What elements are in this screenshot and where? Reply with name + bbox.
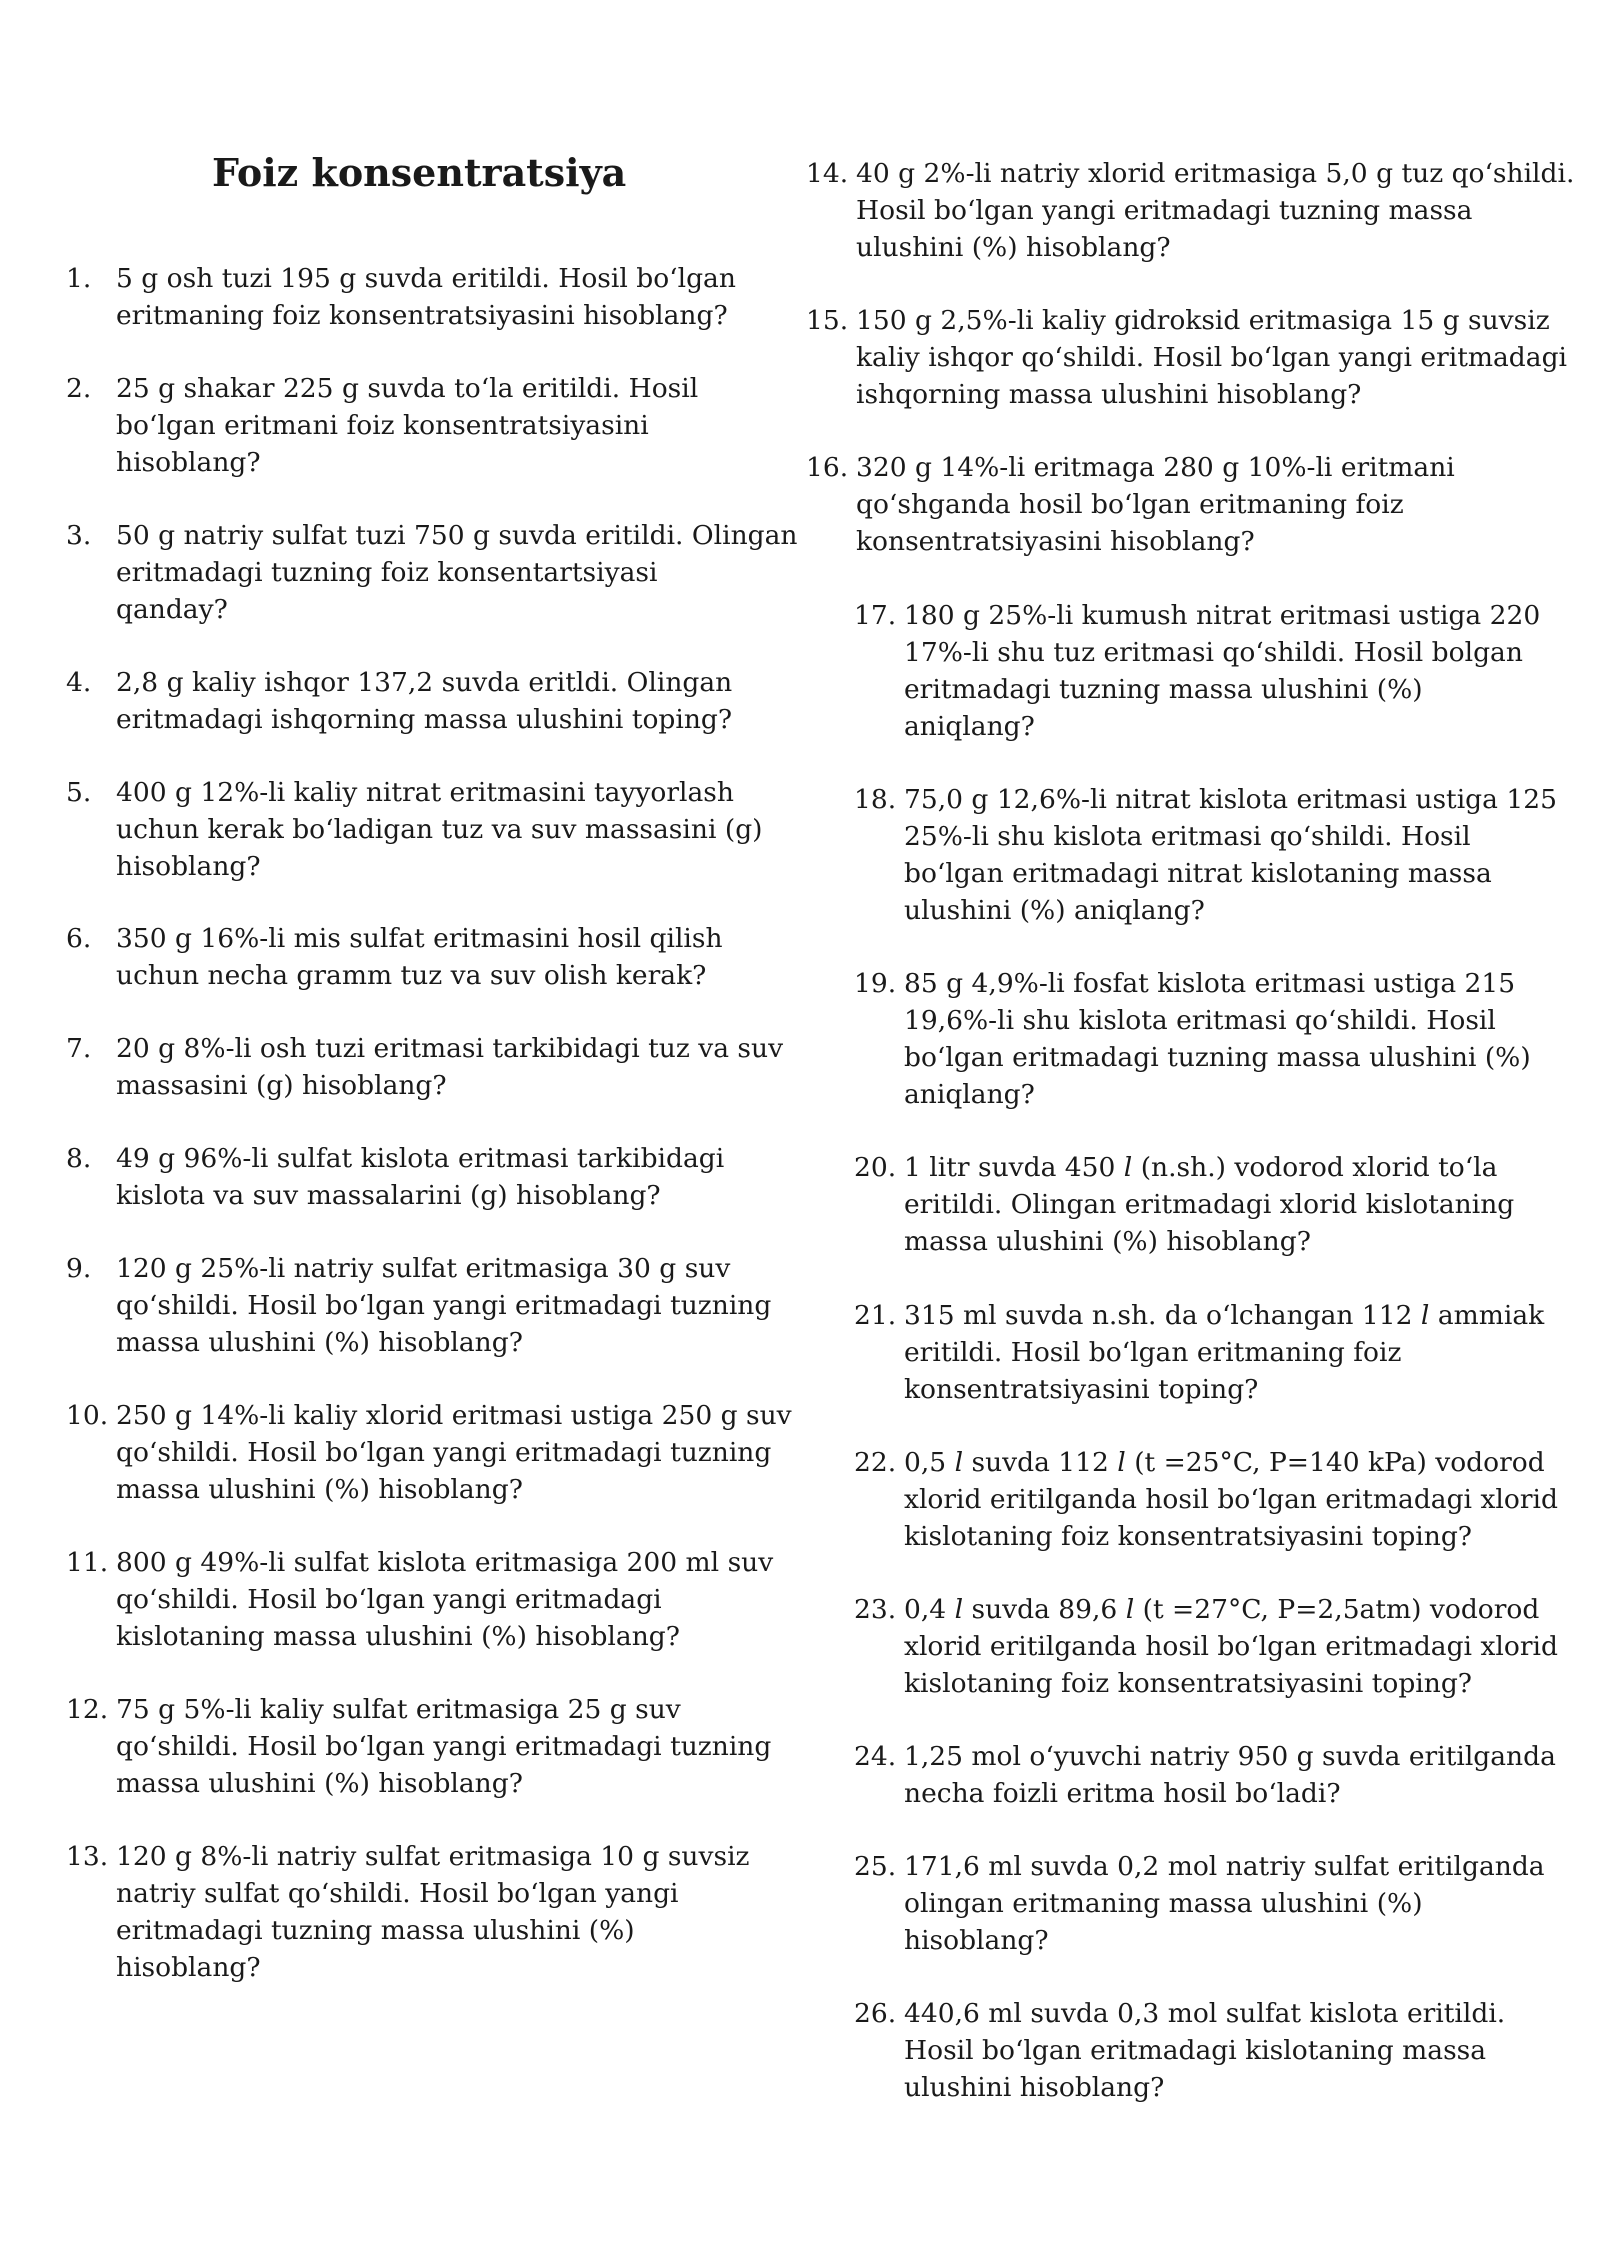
question-line: olingan eritmaning massa ulushini (%) [904, 1888, 1423, 1919]
question-text [904, 781, 1557, 929]
question-line: xlorid eritilganda hosil boʻlgan eritmadagi xlorid [904, 1484, 1558, 1515]
question-line: 250 g 14%-li kaliy xlorid eritmasi ustiga 250 g suv [116, 1400, 792, 1431]
question-text [904, 1297, 1544, 1408]
question-number: 25. [854, 1851, 897, 1882]
question-line: massa ulushini (%) hisoblang? [116, 1327, 523, 1358]
question-line: 315 ml suvda n.sh. da oʻlchangan 112 𝑙 ammiak [904, 1300, 1545, 1331]
question-text [856, 155, 1574, 266]
question-line: 75,0 g 12,6%-li nitrat kislota eritmasi ustiga 125 [904, 784, 1557, 815]
question-line: 19,6%-li shu kislota eritmasi qoʻshildi. Hosil [904, 1005, 1496, 1036]
question-line: aniqlang? [904, 711, 1035, 742]
question-line: Hosil boʻlgan eritmadagi kislotaning massa [904, 2035, 1487, 2066]
question-number: 4. [66, 667, 92, 698]
question-line: 20 g 8%-li osh tuzi eritmasi tarkibidagi tuz va suv [116, 1033, 784, 1064]
question-text [116, 370, 698, 481]
question-line: 49 g 96%-li sulfat kislota eritmasi tarkibidagi [116, 1143, 725, 1174]
question-number: 22. [854, 1447, 897, 1478]
question-line: necha foizli eritma hosil boʻladi? [904, 1778, 1341, 1809]
question-line: massa ulushini (%) hisoblang? [116, 1474, 523, 1505]
question-line: eritildi. Hosil boʻlgan eritmaning foiz [904, 1337, 1402, 1368]
question-line: qoʻshildi. Hosil boʻlgan yangi eritmadagi tuzning [116, 1731, 772, 1762]
question-number: 1. [66, 263, 92, 294]
question-line: Hosil boʻlgan yangi eritmadagi tuzning massa [856, 195, 1473, 226]
question-line: boʻlgan eritmadagi tuzning massa ulushini (%) [904, 1042, 1531, 1073]
question-line: 40 g 2%-li natriy xlorid eritmasiga 5,0 g tuz qoʻshildi. [856, 158, 1575, 189]
question-line: eritmadagi tuzning massa ulushini (%) [116, 1915, 635, 1946]
question-line: xlorid eritilganda hosil boʻlgan eritmadagi xlorid [904, 1631, 1558, 1662]
question-line: konsentratsiyasini hisoblang? [856, 526, 1255, 557]
question-line: eritmaning foiz konsentratsiyasini hisoblang? [116, 300, 728, 331]
question-text [116, 920, 723, 994]
question-line: qanday? [116, 594, 228, 625]
question-line: 85 g 4,9%-li fosfat kislota eritmasi ustiga 215 [904, 968, 1516, 999]
question-number: 7. [66, 1033, 92, 1064]
question-line: massasini (g) hisoblang? [116, 1070, 447, 1101]
question-number: 14. [806, 158, 849, 189]
question-line: hisoblang? [904, 1925, 1049, 1956]
question-line: ulushini (%) hisoblang? [856, 232, 1171, 263]
question-text [116, 1838, 750, 1986]
question-line: eritmadagi tuzning massa ulushini (%) [904, 674, 1423, 705]
question-text [856, 302, 1567, 413]
question-number: 15. [806, 305, 849, 336]
question-line: ulushini (%) aniqlang? [904, 895, 1205, 926]
question-number: 17. [854, 600, 897, 631]
question-text [904, 1738, 1556, 1812]
page-title: Foiz konsentratsiya [212, 150, 627, 195]
question-line: kaliy ishqor qoʻshildi. Hosil boʻlgan yangi eritmadagi [856, 342, 1568, 373]
question-number: 6. [66, 923, 92, 954]
question-line: 50 g natriy sulfat tuzi 750 g suvda eritildi. Olingan [116, 520, 798, 551]
question-text [904, 1444, 1558, 1555]
question-line: 25%-li shu kislota eritmasi qoʻshildi. Hosil [904, 821, 1471, 852]
question-line: boʻlgan eritmadagi nitrat kislotaning massa [904, 858, 1492, 889]
question-line: natriy sulfat qoʻshildi. Hosil boʻlgan yangi [116, 1878, 679, 1909]
question-line: 17%-li shu tuz eritmasi qoʻshildi. Hosil bolgan [904, 637, 1523, 668]
question-line: kislotaning foiz konsentratsiyasini toping? [904, 1668, 1472, 1699]
question-line: aniqlang? [904, 1079, 1035, 1110]
question-line: 0,4 𝑙 suvda 89,6 𝑙 (t =27°C, P=2,5atm) vodorod [904, 1594, 1540, 1625]
question-text [116, 1397, 792, 1508]
question-line: 1,25 mol oʻyuvchi natriy 950 g suvda eritilganda [904, 1741, 1556, 1772]
question-line: hisoblang? [116, 851, 261, 882]
question-text [116, 517, 797, 628]
question-line: qoʻshildi. Hosil boʻlgan yangi eritmadagi [116, 1584, 662, 1615]
question-text [116, 1140, 724, 1214]
question-text [856, 449, 1455, 560]
question-line: hisoblang? [116, 1952, 261, 1983]
question-line: boʻlgan eritmani foiz konsentratsiyasini [116, 410, 649, 441]
question-text [116, 1030, 783, 1104]
question-text [904, 1995, 1505, 2106]
question-line: massa ulushini (%) hisoblang? [904, 1226, 1311, 1257]
question-number: 5. [66, 777, 92, 808]
question-line: eritildi. Olingan eritmadagi xlorid kislotaning [904, 1189, 1515, 1220]
question-text [116, 1691, 771, 1802]
question-line: eritmadagi tuzning foiz konsentartsiyasi [116, 557, 658, 588]
question-text [116, 664, 732, 738]
question-line: ishqorning massa ulushini hisoblang? [856, 379, 1362, 410]
question-line: 171,6 ml suvda 0,2 mol natriy sulfat eritilganda [904, 1851, 1545, 1882]
question-number: 19. [854, 968, 897, 999]
question-number: 21. [854, 1300, 897, 1331]
question-text [116, 1544, 773, 1655]
question-line: 2,8 g kaliy ishqor 137,2 suvda eritldi. Olingan [116, 667, 733, 698]
question-text [904, 597, 1540, 745]
question-line: konsentratsiyasini toping? [904, 1374, 1259, 1405]
question-line: 180 g 25%-li kumush nitrat eritmasi ustiga 220 [904, 600, 1541, 631]
question-line: 5 g osh tuzi 195 g suvda eritildi. Hosil boʻlgan [116, 263, 736, 294]
question-number: 23. [854, 1594, 897, 1625]
question-text [116, 260, 736, 334]
question-line: eritmadagi ishqorning massa ulushini toping? [116, 704, 733, 735]
question-line: 120 g 25%-li natriy sulfat eritmasiga 30 g suv [116, 1253, 731, 1284]
question-text [904, 965, 1531, 1113]
question-line: 320 g 14%-li eritmaga 280 g 10%-li eritmani [856, 452, 1455, 483]
question-line: qoʻshganda hosil boʻlgan eritmaning foiz [856, 489, 1404, 520]
question-line: 75 g 5%-li kaliy sulfat eritmasiga 25 g suv [116, 1694, 681, 1725]
question-number: 8. [66, 1143, 92, 1174]
question-text [904, 1149, 1514, 1260]
question-number: 10. [66, 1400, 109, 1431]
question-line: kislota va suv massalarini (g) hisoblang? [116, 1180, 661, 1211]
question-number: 2. [66, 373, 92, 404]
question-number: 9. [66, 1253, 92, 1284]
question-number: 20. [854, 1152, 897, 1183]
question-line: 440,6 ml suvda 0,3 mol sulfat kislota eritildi. [904, 1998, 1506, 2029]
question-line: 25 g shakar 225 g suvda toʻla eritildi. Hosil [116, 373, 699, 404]
question-line: massa ulushini (%) hisoblang? [116, 1768, 523, 1799]
question-number: 26. [854, 1998, 897, 2029]
question-text [116, 1250, 771, 1361]
question-line: 800 g 49%-li sulfat kislota eritmasiga 200 ml suv [116, 1547, 774, 1578]
question-line: hisoblang? [116, 447, 261, 478]
question-text [904, 1591, 1558, 1702]
question-line: 1 litr suvda 450 𝑙 (n.sh.) vodorod xlorid toʻla [904, 1152, 1498, 1183]
question-line: 400 g 12%-li kaliy nitrat eritmasini tayyorlash [116, 777, 734, 808]
question-line: qoʻshildi. Hosil boʻlgan yangi eritmadagi tuzning [116, 1437, 772, 1468]
question-number: 13. [66, 1841, 109, 1872]
question-line: kislotaning massa ulushini (%) hisoblang? [116, 1621, 680, 1652]
question-number: 18. [854, 784, 897, 815]
question-number: 16. [806, 452, 849, 483]
question-line: uchun kerak boʻladigan tuz va suv massasini (g) [116, 814, 763, 845]
question-line: qoʻshildi. Hosil boʻlgan yangi eritmadagi tuzning [116, 1290, 772, 1321]
question-line: 120 g 8%-li natriy sulfat eritmasiga 10 g suvsiz [116, 1841, 750, 1872]
question-line: kislotaning foiz konsentratsiyasini toping? [904, 1521, 1472, 1552]
question-line: 0,5 𝑙 suvda 112 𝑙 (t =25°C, P=140 kPa) vodorod [904, 1447, 1545, 1478]
question-line: ulushini hisoblang? [904, 2072, 1165, 2103]
question-number: 3. [66, 520, 92, 551]
question-number: 12. [66, 1694, 109, 1725]
question-line: 350 g 16%-li mis sulfat eritmasini hosil qilish [116, 923, 723, 954]
question-number: 24. [854, 1741, 897, 1772]
question-text [116, 774, 763, 885]
question-line: 150 g 2,5%-li kaliy gidroksid eritmasiga 15 g suvsiz [856, 305, 1550, 336]
question-number: 11. [66, 1547, 109, 1578]
question-text [904, 1848, 1545, 1959]
question-line: uchun necha gramm tuz va suv olish kerak? [116, 960, 707, 991]
